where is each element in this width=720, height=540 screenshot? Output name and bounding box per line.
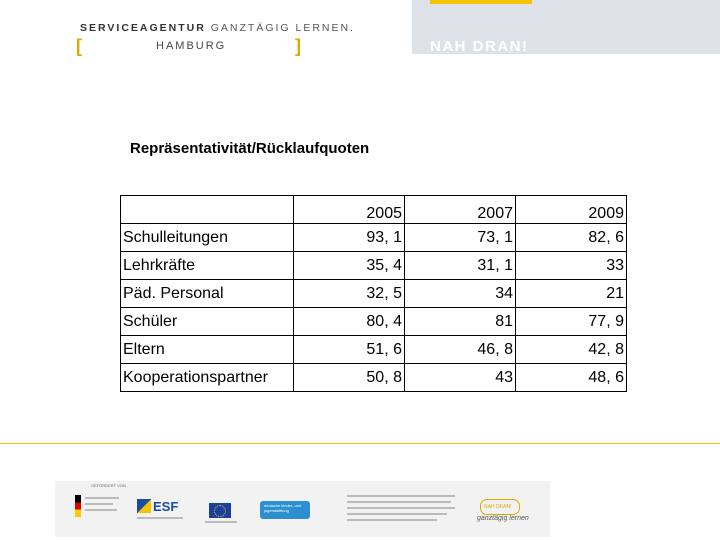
response-rate-table <box>120 195 627 392</box>
slide-title: Repräsentativität/Rücklaufquoten <box>130 140 370 157</box>
brand-title-light: GANZTÄGIG LERNEN. <box>210 22 356 34</box>
cell-value: 82, 6 <box>516 224 627 252</box>
cell-value: 93, 1 <box>294 224 405 252</box>
esf-label: ESF <box>153 499 179 514</box>
info-text-line <box>347 501 451 503</box>
brand-title-bold: SERVICEAGENTUR <box>80 22 206 34</box>
ganztaegig-label: ganztägig lernen <box>477 515 529 522</box>
footer-divider <box>0 443 720 444</box>
eu-flag-icon <box>209 503 231 518</box>
table-row <box>121 308 627 336</box>
brand-bracket-right: ] <box>295 36 301 56</box>
row-label: Schüler <box>121 308 294 336</box>
cell-value: 34 <box>405 280 516 308</box>
sponsor-strip <box>55 481 550 537</box>
cell-value: 48, 6 <box>516 364 627 392</box>
cell-value: 50, 8 <box>294 364 405 392</box>
dkjs-label: deutsche kinder- und jugendstiftung <box>264 503 302 513</box>
header-accent-bar <box>430 0 532 4</box>
year-header: 2009 <box>516 196 627 224</box>
esf-text-line <box>137 517 183 519</box>
cell-value: 46, 8 <box>405 336 516 364</box>
brand-subtitle: HAMBURG <box>156 40 227 52</box>
cell-value: 21 <box>516 280 627 308</box>
eu-text-line <box>205 521 237 523</box>
brand-bracket-left: [ <box>76 36 82 56</box>
cell-value: 77, 9 <box>516 308 627 336</box>
info-text-line <box>347 513 447 515</box>
cell-value: 33 <box>516 252 627 280</box>
year-header: 2007 <box>405 196 516 224</box>
cell-value: 80, 4 <box>294 308 405 336</box>
year-header: 2005 <box>294 196 405 224</box>
table-row <box>121 364 627 392</box>
cell-value: 51, 6 <box>294 336 405 364</box>
info-text-line <box>347 519 437 521</box>
cell-value: 35, 4 <box>294 252 405 280</box>
row-label: Kooperationspartner <box>121 364 294 392</box>
row-label: Lehrkräfte <box>121 252 294 280</box>
table-header-empty <box>121 196 294 224</box>
nahdran-logo-icon <box>480 499 520 515</box>
bmbf-text-line <box>85 497 119 499</box>
info-text-line <box>347 495 455 497</box>
info-text-line <box>347 507 455 509</box>
bmbf-text-line <box>85 503 113 505</box>
row-label: Päd. Personal <box>121 280 294 308</box>
nahdran-small-label: NAH DRAN! <box>484 504 512 510</box>
brand-title <box>80 22 355 34</box>
row-label: Eltern <box>121 336 294 364</box>
slogan: NAH DRAN! <box>430 38 529 55</box>
cell-value: 31, 1 <box>405 252 516 280</box>
table-row <box>121 252 627 280</box>
cell-value: 43 <box>405 364 516 392</box>
bmbf-text-line <box>85 509 117 511</box>
cell-value: 42, 8 <box>516 336 627 364</box>
row-label: Schulleitungen <box>121 224 294 252</box>
table-row <box>121 224 627 252</box>
sponsor-caption: GEFÖRDERT VON <box>91 483 126 488</box>
table-row <box>121 280 627 308</box>
bmbf-logo-icon <box>75 495 81 517</box>
table-row <box>121 336 627 364</box>
dkjs-logo-icon <box>260 501 310 519</box>
cell-value: 73, 1 <box>405 224 516 252</box>
esf-logo-icon <box>137 499 151 513</box>
cell-value: 81 <box>405 308 516 336</box>
table-header-row <box>121 196 627 224</box>
cell-value: 32, 5 <box>294 280 405 308</box>
